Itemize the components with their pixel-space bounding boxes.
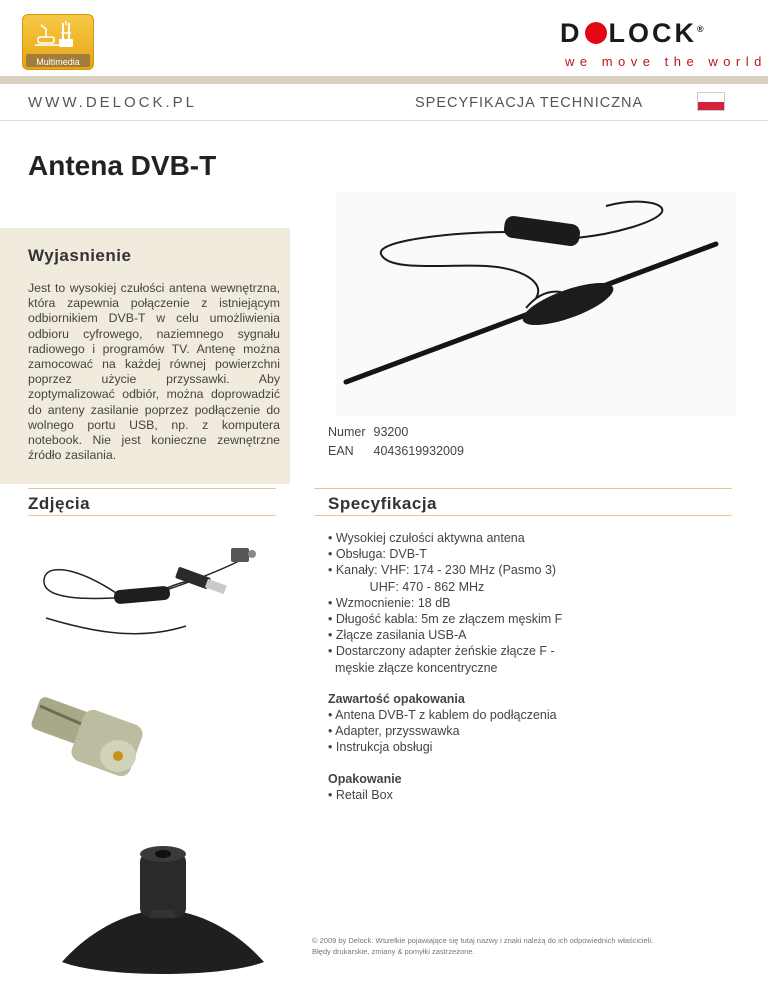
package-item: • Antena DVB-T z kablem do podłączenia xyxy=(328,708,557,723)
product-meta xyxy=(328,423,472,461)
header-line xyxy=(0,120,768,121)
delock-logo xyxy=(560,18,740,48)
meta-row-number xyxy=(328,423,472,442)
page-title: Antena DVB-T xyxy=(28,150,217,181)
product-photo-cable xyxy=(26,530,266,655)
ean-value: 4043619932009 xyxy=(373,444,464,458)
spec-sheet-label: SPECYFIKACJA TECHNICZNA xyxy=(415,95,644,111)
product-photo-suction-cup xyxy=(52,832,274,982)
package-item: • Instrukcja obsługi xyxy=(328,740,433,755)
spec-item: • Wzmocnienie: 18 dB xyxy=(328,595,451,610)
spec-divider-top xyxy=(314,488,732,489)
registered-mark: ® xyxy=(697,24,704,34)
footer-legal xyxy=(312,935,653,957)
logo-tagline: we move the world xyxy=(565,54,767,69)
number-value: 93200 xyxy=(373,425,409,439)
explanation-heading: Wyjasnienie xyxy=(28,246,132,265)
spec-item: • Obsługa: DVB-T xyxy=(328,547,427,562)
packaging-item: • Retail Box xyxy=(328,787,393,802)
photos-heading: Zdjęcia xyxy=(28,494,91,513)
spec-item: • Złącze zasilania USB-A xyxy=(328,628,467,643)
spec-item: • Dostarczony adapter żeńskie złącze F - xyxy=(328,644,555,659)
spec-divider xyxy=(314,515,732,516)
spec-item: • Długość kabla: 5m ze złączem męskim F xyxy=(328,612,563,627)
spec-item: męskie złącze koncentryczne xyxy=(328,660,498,675)
top-divider xyxy=(0,76,768,84)
spec-item: • Kanały: VHF: 174 - 230 MHz (Pasmo 3) xyxy=(328,563,557,578)
logo-letters: LOCK xyxy=(608,18,697,48)
logo-letter-d: D xyxy=(560,18,583,48)
explanation-text: Jest to wysokiej czułości antena wewnętrzna, która zapewnia połączenie z istniejącym odbiornikiem DVB-T w celu umożliwienia odbioru cyfrowego, naziemnego sygnału radiowego i programów TV. Antenę można zamocować na każdej równej powierzchni poprzez użycie przyssawki. Aby zoptymalizować odbiór, można doprowadzić do anteny zasilanie poprzez podłączenie do wolnego portu USB, np. z komputera notebook. Nie jest konieczne zewnętrzne źródło zasilania. xyxy=(28,281,280,463)
number-label: Numer xyxy=(328,425,366,439)
spec-item: UHF: 470 - 862 MHz xyxy=(328,579,485,594)
flag-poland-icon xyxy=(697,92,725,111)
category-badge xyxy=(22,14,94,70)
badge-label: Multimedia xyxy=(36,57,80,67)
product-photo-adapter xyxy=(26,686,151,786)
multimedia-icon xyxy=(33,19,85,53)
ean-label: EAN xyxy=(328,444,354,458)
spec-list xyxy=(328,530,562,803)
photos-divider-top xyxy=(28,488,276,489)
footer-line-disclaimer: Błędy drukarskie, zmiany & pomyłki zastrzeżone. xyxy=(312,947,475,956)
logo-o-icon xyxy=(585,22,607,44)
photos-divider xyxy=(28,515,276,516)
package-item: • Adapter, przysswawka xyxy=(328,724,460,739)
spec-heading: Specyfikacja xyxy=(328,494,438,513)
website-url[interactable]: WWW.DELOCK.PL xyxy=(28,94,198,111)
spec-item: • Wysokiej czułości aktywna antena xyxy=(328,531,525,545)
package-heading: Zawartość opakowania xyxy=(328,691,465,706)
packaging-heading: Opakowanie xyxy=(328,771,402,786)
footer-line-copyright: © 2009 by Delock. Wszelkie pojawiające się tutaj nazwy i znaki należą do ich odpowiednich właścicieli. xyxy=(312,936,654,945)
meta-row-ean xyxy=(328,442,472,461)
product-photo-antenna xyxy=(336,192,736,416)
